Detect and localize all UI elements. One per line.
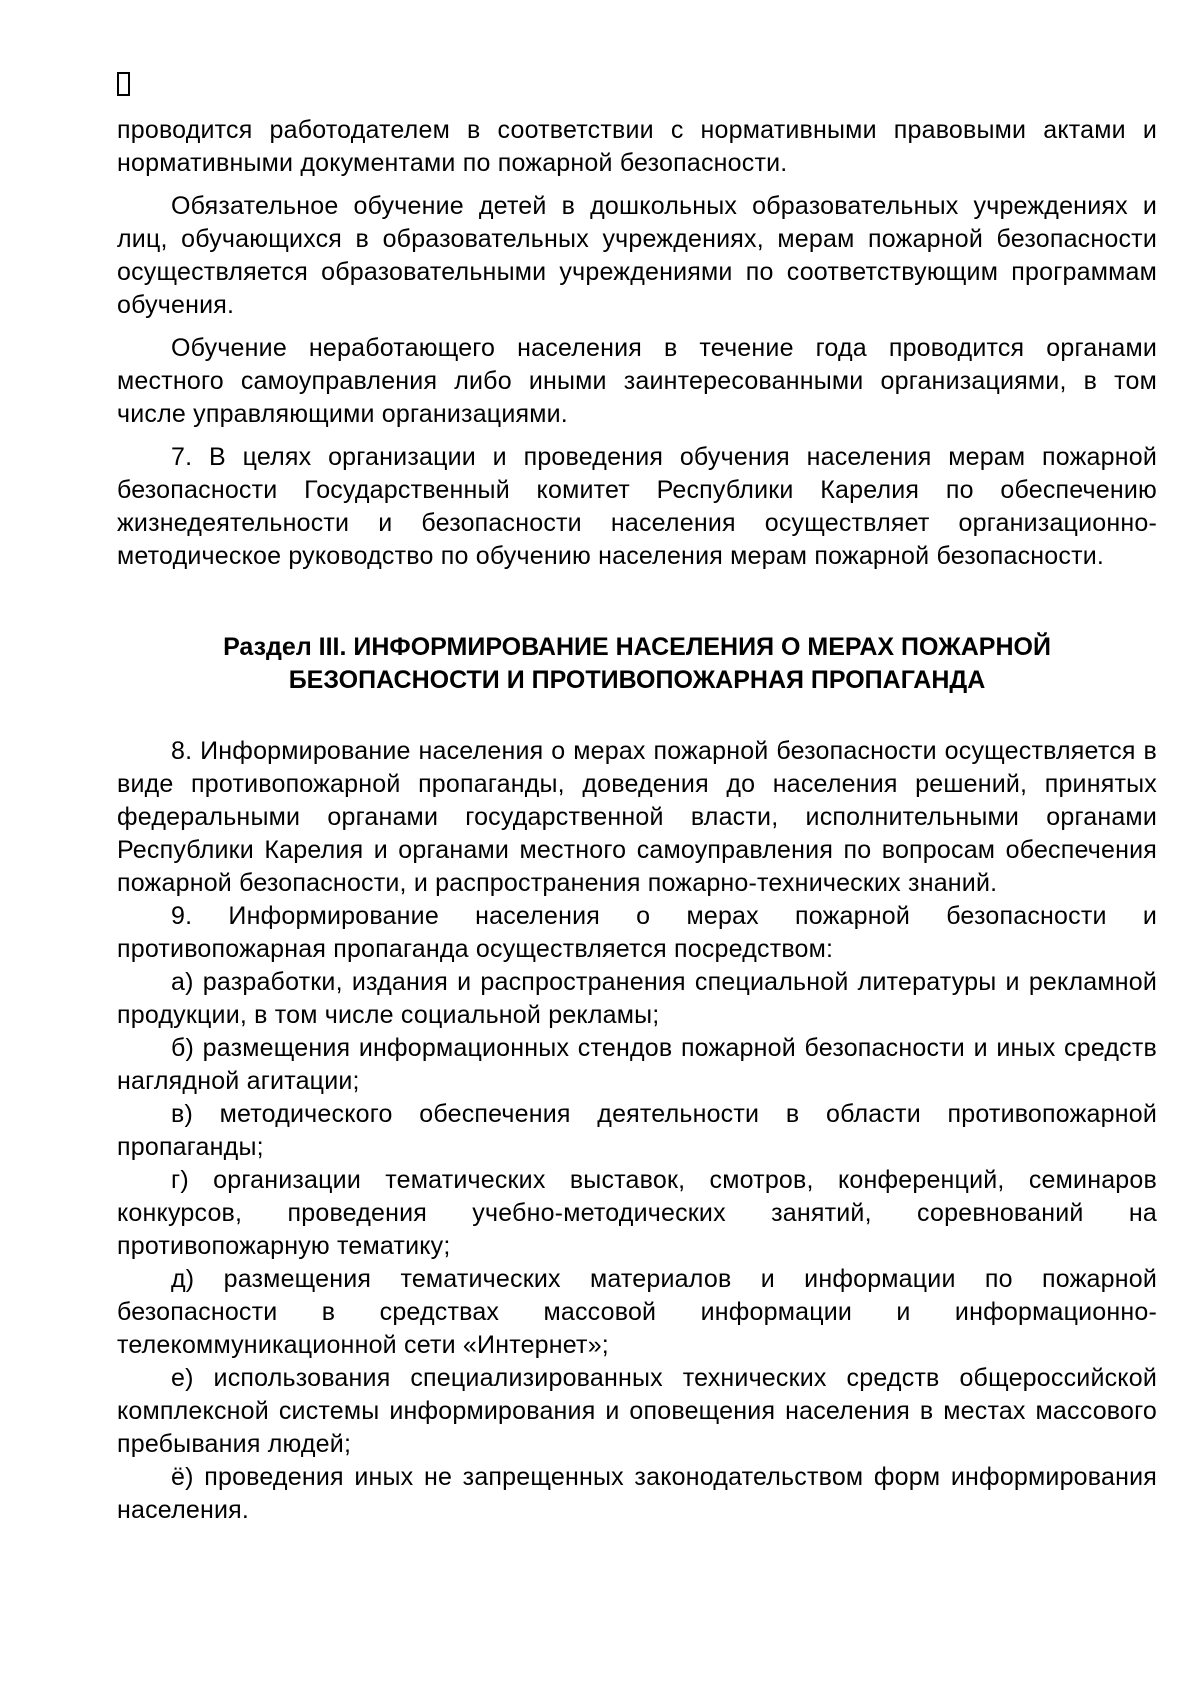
section-heading — [117, 631, 1157, 697]
paragraph-item-8: 8. Информирование населения о мерах пожарной безопасности осуществляется в виде противопожарной пропаганды, доведения до населения решений, принятых федеральными органами государственной власти, исполнительными органами Республики Карелия и органами местного самоуправления по вопросам обеспечения пожарной безопасности, и распространения пожарно-технических знаний. — [117, 737, 1157, 897]
section-heading-line-1: Раздел III. ИНФОРМИРОВАНИЕ НАСЕЛЕНИЯ О МЕРАХ ПОЖАРНОЙ — [223, 633, 1051, 661]
paragraph-mandatory-training: Обязательное обучение детей в дошкольных образовательных учреждениях и лиц, обучающихся в образовательных учреждениях, мерам пожарной безопасности осуществляется образовательными учреждениями по соответствующим программам обучения. — [117, 192, 1157, 319]
paragraph-subitem-a: а) разработки, издания и распространения специальной литературы и рекламной продукции, в том числе социальной рекламы; — [117, 968, 1157, 1029]
section-heading-line-2: БЕЗОПАСНОСТИ И ПРОТИВОПОЖАРНАЯ ПРОПАГАНДА — [288, 666, 986, 694]
document-body — [117, 114, 1157, 1527]
paragraph-subitem-v: в) методического обеспечения деятельности в области противопожарной пропаганды; — [117, 1100, 1157, 1161]
paragraph-continuation: проводится работодателем в соответствии с нормативными правовыми актами и нормативными документами по пожарной безопасности. — [117, 116, 1157, 177]
missing-glyph-icon — [117, 72, 130, 96]
paragraph-subitem-d: д) размещения тематических материалов и информации по пожарной безопасности в средствах массовой информации и информационно-телекоммуникационной сети «Интернет»; — [117, 1265, 1157, 1359]
paragraph-subitem-b: б) размещения информационных стендов пожарной безопасности и иных средств наглядной агитации; — [117, 1034, 1157, 1095]
paragraph-subitem-yo: ё) проведения иных не запрещенных законодательством форм информирования населения. — [117, 1463, 1157, 1524]
paragraph-unemployed-training: Обучение неработающего населения в течение года проводится органами местного самоуправления либо иными заинтересованными организациями, в том числе управляющими организациями. — [117, 334, 1157, 428]
paragraph-subitem-g: г) организации тематических выставок, смотров, конференций, семинаров конкурсов, проведения учебно-методических занятий, соревнований на противопожарную тематику; — [117, 1166, 1157, 1260]
paragraph-subitem-e: е) использования специализированных технических средств общероссийской комплексной системы информирования и оповещения населения в местах массового пребывания людей; — [117, 1364, 1157, 1458]
paragraph-item-9: 9. Информирование населения о мерах пожарной безопасности и противопожарная пропаганда осуществляется посредством: — [117, 902, 1157, 963]
paragraph-item-7: 7. В целях организации и проведения обучения населения мерам пожарной безопасности Государственный комитет Республики Карелия по обеспечению жизнедеятельности и безопасности населения осуществляет организационно-методическое руководство по обучению населения мерам пожарной безопасности. — [117, 443, 1157, 570]
